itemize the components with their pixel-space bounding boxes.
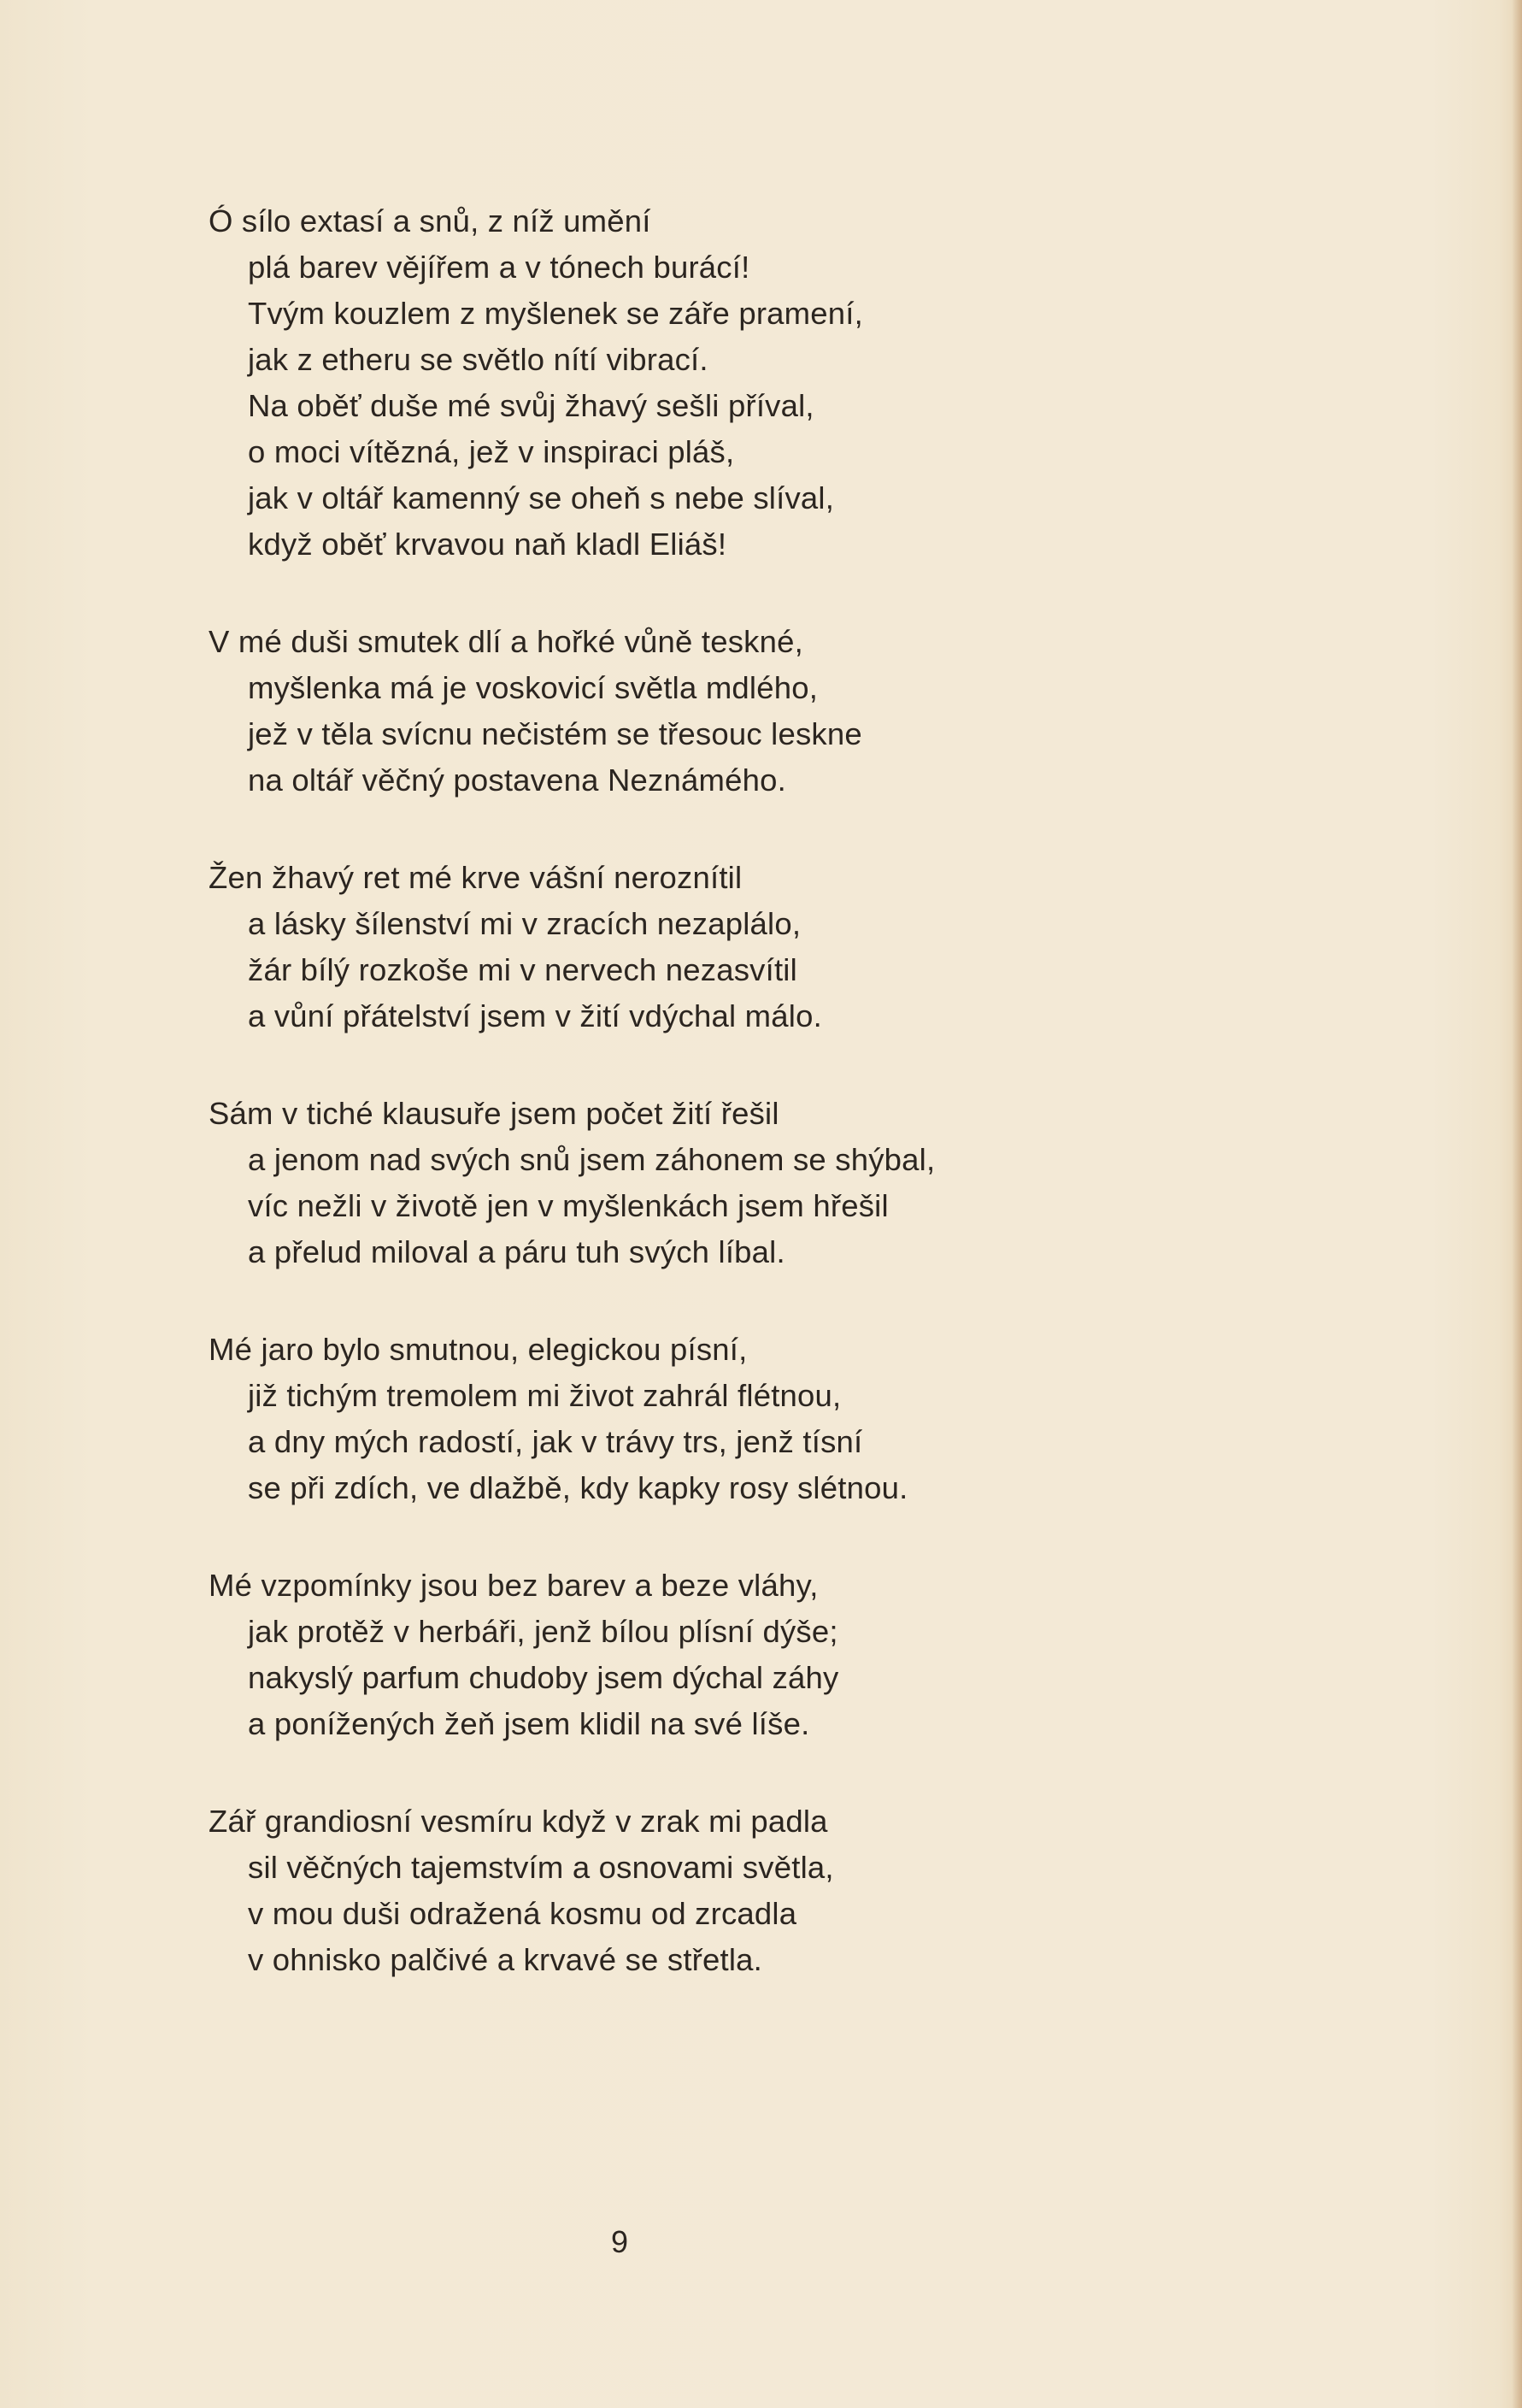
poem-line: a vůní přátelství jsem v žití vdýchal málo.	[248, 998, 822, 1033]
poem-line: v mou duši odražená kosmu od zrcadla	[248, 1896, 797, 1931]
poem-line: žár bílý rozkoše mi v nervech nezasvítil	[248, 952, 797, 987]
poem-line: nakyslý parfum chudoby jsem dýchal záhy	[248, 1660, 839, 1695]
poem-line: Na oběť duše mé svůj žhavý sešli příval,	[248, 388, 814, 423]
stanza-7	[209, 1799, 1319, 1983]
poem-line: když oběť krvavou naň kladl Eliáš!	[248, 527, 727, 562]
poem-line: Mé vzpomínky jsou bez barev a beze vláhy,	[209, 1568, 819, 1603]
page-number: 9	[610, 2224, 629, 2259]
poem-line: V mé duši smutek dlí a hořké vůně teskné,	[209, 624, 803, 659]
stanza-3	[209, 855, 1319, 1039]
stanza-2	[209, 619, 1319, 804]
stanza-5	[209, 1327, 1319, 1511]
poem-line: plá barev vějířem a v tónech burácí!	[248, 250, 750, 285]
poem-line: jež v těla svícnu nečistém se třesouc leskne	[248, 716, 862, 751]
poem-line: o moci vítězná, jež v inspiraci pláš,	[248, 434, 735, 469]
poem-line: Žen žhavý ret mé krve vášní neroznítil	[209, 860, 743, 895]
poem-line: jak z etheru se světlo nítí vibrací.	[248, 342, 708, 377]
poem-line: víc nežli v životě jen v myšlenkách jsem hřešil	[248, 1188, 889, 1223]
stanza-1	[209, 198, 1319, 568]
poem-line: a jenom nad svých snů jsem záhonem se shýbal,	[248, 1142, 936, 1177]
stanza-6	[209, 1563, 1319, 1747]
stanza-4	[209, 1091, 1319, 1275]
poem-line: myšlenka má je voskovicí světla mdlého,	[248, 670, 819, 705]
poem-line: a přelud miloval a páru tuh svých líbal.	[248, 1234, 785, 1269]
poem-line: jak v oltář kamenný se oheň s nebe slíval,	[248, 480, 835, 515]
poem-line: Mé jaro bylo smutnou, elegickou písní,	[209, 1332, 748, 1367]
poem-line: a ponížených žeň jsem klidil na své líše.	[248, 1706, 810, 1741]
poem-line: jak protěž v herbáři, jenž bílou plísní dýše;	[248, 1614, 838, 1649]
poem	[209, 198, 1319, 2034]
poem-line: Ó sílo extasí a snů, z níž umění	[209, 203, 651, 238]
poem-line: se při zdích, ve dlažbě, kdy kapky rosy slétnou.	[248, 1470, 908, 1505]
poem-line: v ohnisko palčivé a krvavé se střetla.	[248, 1942, 763, 1977]
poem-line: Tvým kouzlem z myšlenek se záře pramení,	[248, 296, 863, 331]
page-edge-shadow	[1512, 0, 1522, 2408]
poem-line: Sám v tiché klausuře jsem počet žití řešil	[209, 1096, 779, 1131]
poem-line: sil věčných tajemstvím a osnovami světla,	[248, 1850, 834, 1885]
poem-line: Zář grandiosní vesmíru když v zrak mi padla	[209, 1804, 828, 1839]
poem-line: a lásky šílenství mi v zracích nezaplálo,	[248, 906, 802, 941]
poem-line: na oltář věčný postavena Neznámého.	[248, 762, 786, 798]
poem-line: již tichým tremolem mi život zahrál flétnou,	[248, 1378, 842, 1413]
poem-line: a dny mých radostí, jak v trávy trs, jenž tísní	[248, 1424, 863, 1459]
